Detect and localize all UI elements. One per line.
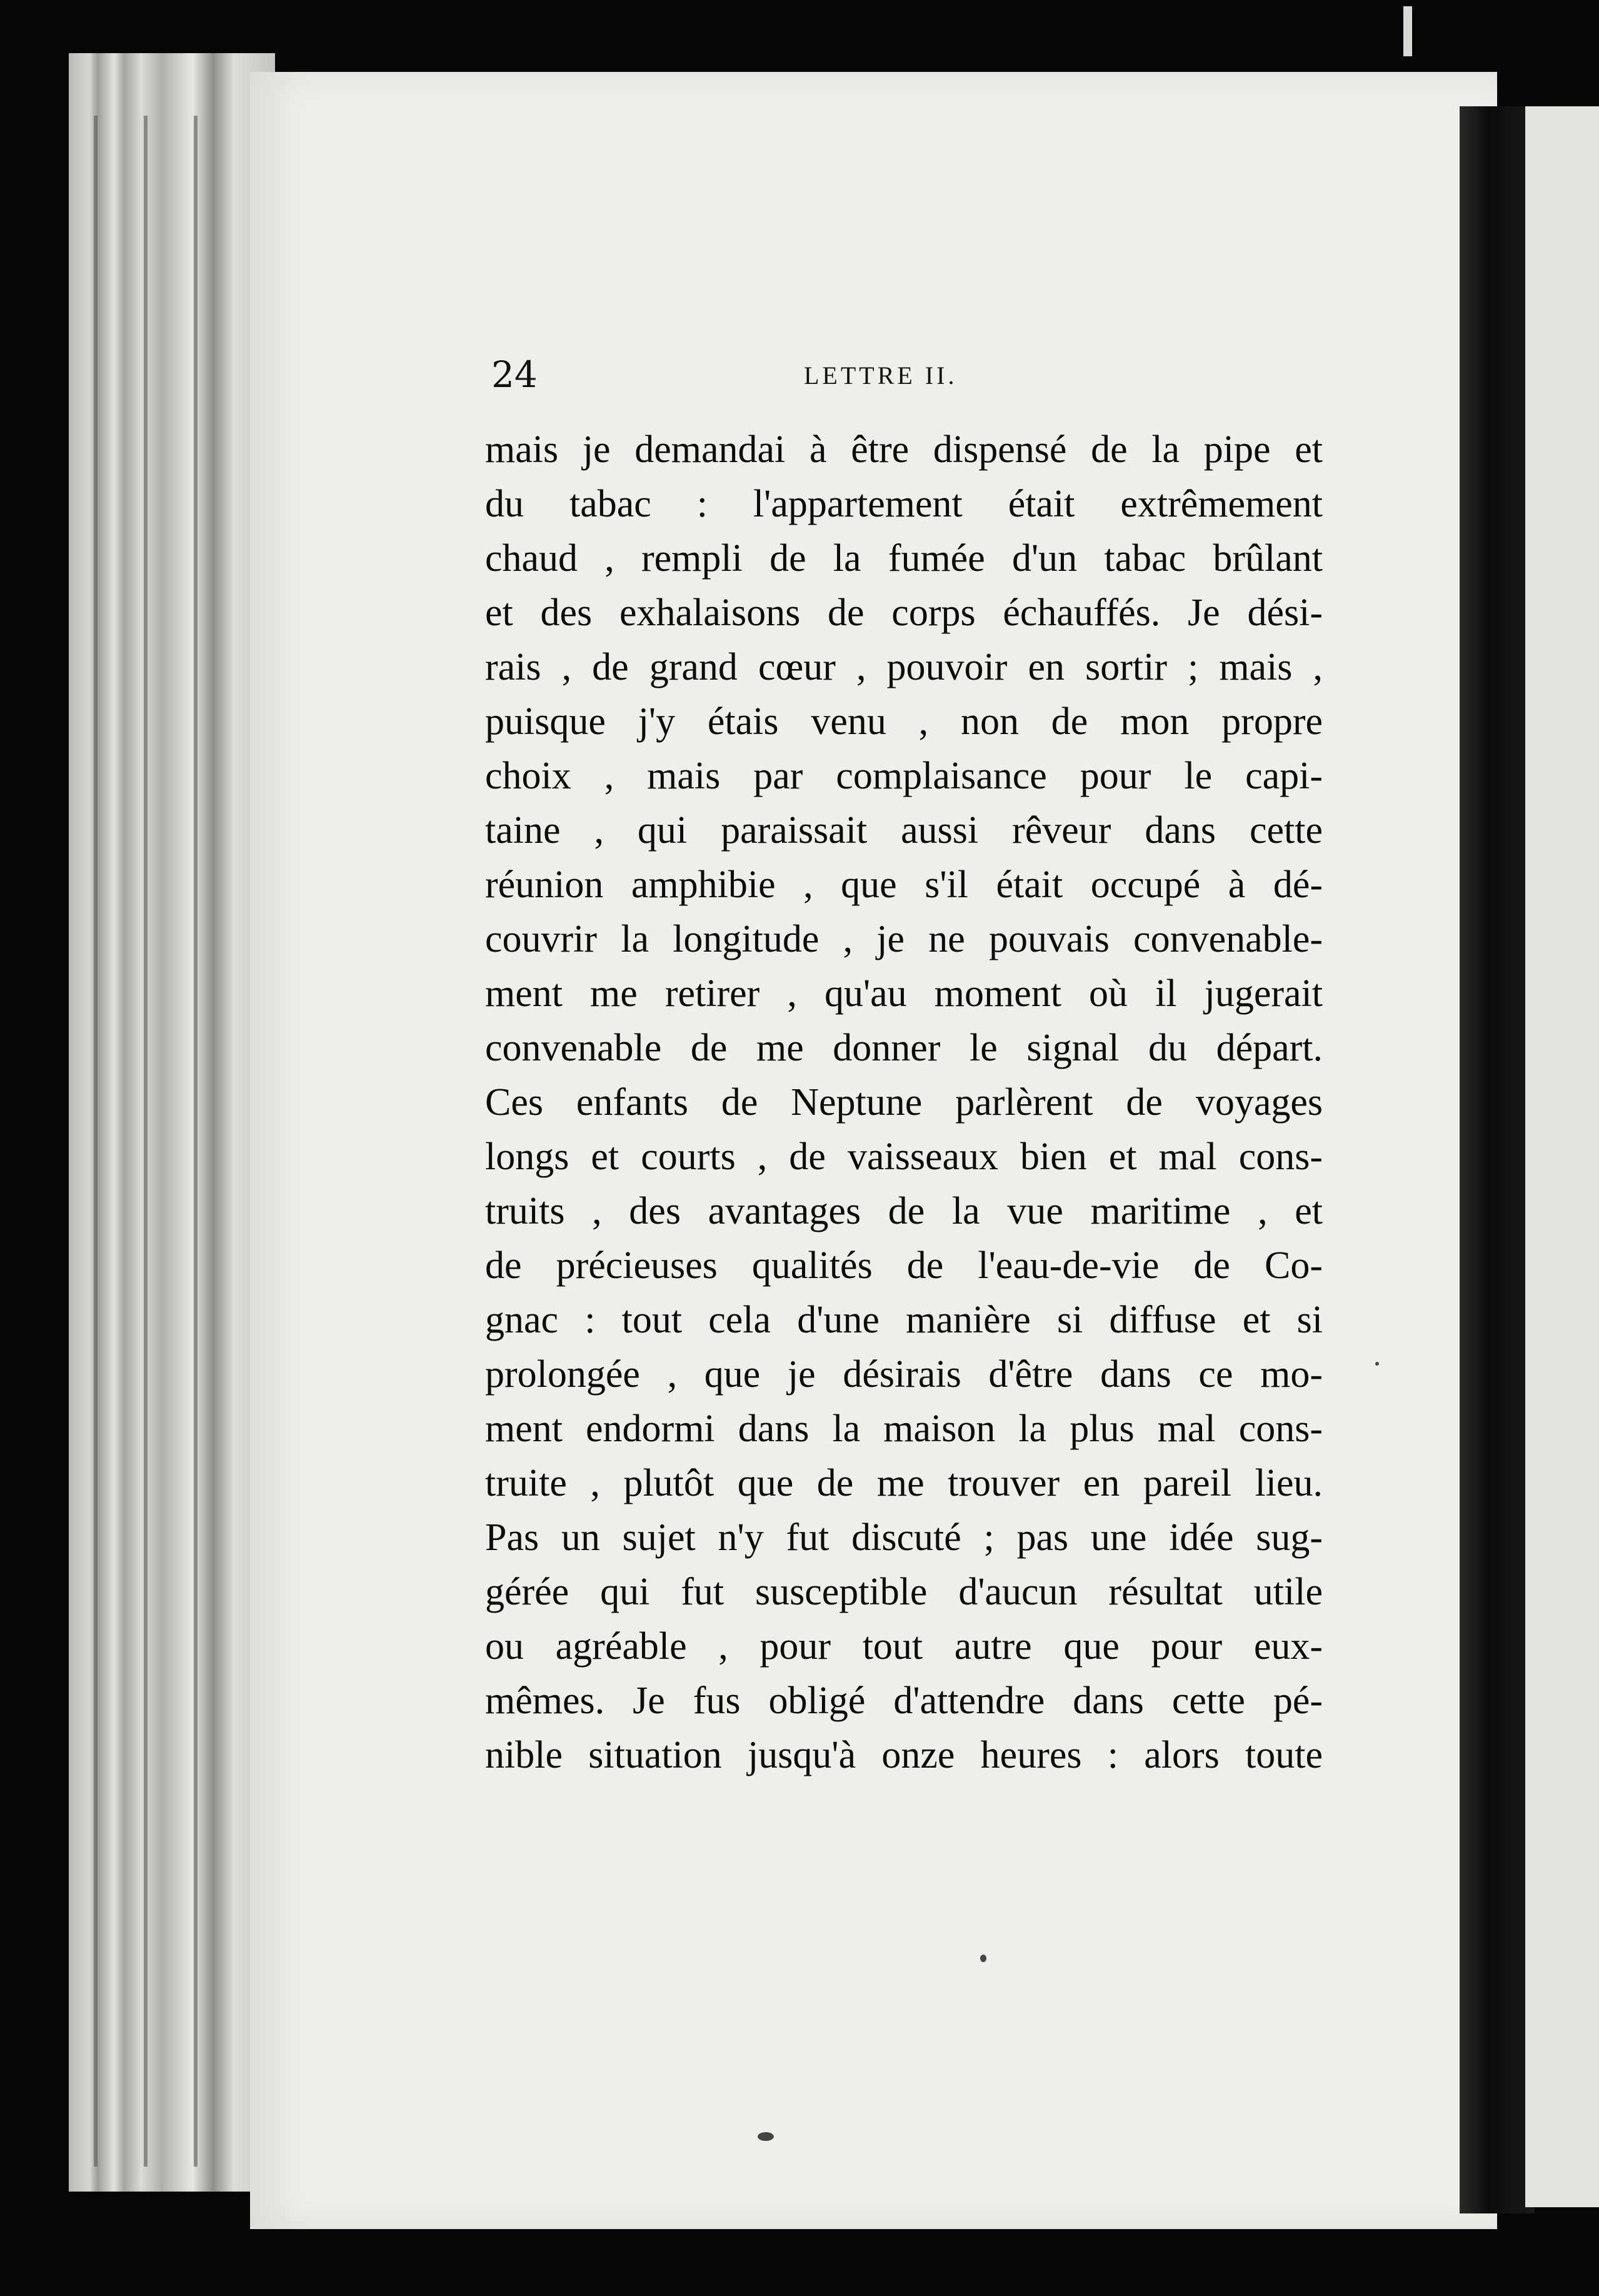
scan-mark [1403, 6, 1412, 56]
text-line: Ces enfants de Neptune parlèrent de voyages [485, 1081, 1323, 1124]
text-line: taine , qui paraissait aussi rêveur dans cette [485, 809, 1323, 852]
text-line: ment me retirer , qu'au moment où il jugerait [485, 972, 1323, 1015]
text-line: truite , plutôt que de me trouver en pareil lieu. [485, 1462, 1323, 1504]
paper-speck [758, 2132, 774, 2141]
page-edges [69, 53, 275, 2192]
page-header [491, 353, 1320, 403]
paper-speck [980, 1955, 986, 1962]
text-line: mais je demandai à être dispensé de la pipe et [485, 428, 1323, 471]
text-line: rais , de grand cœur , pouvoir en sortir ; mais , [485, 646, 1323, 688]
facing-page-edge [1525, 106, 1599, 2207]
text-line: et des exhalaisons de corps échauffés. Je dési- [485, 592, 1323, 634]
body-text [485, 423, 1323, 1783]
page-number: 24 [491, 353, 538, 396]
text-line: prolongée , que je désirais d'être dans ce mo- [485, 1353, 1323, 1396]
text-line: couvrir la longitude , je ne pouvais convenable- [485, 918, 1323, 960]
text-line: truits , des avantages de la vue maritime , et [485, 1190, 1323, 1232]
page-edge-line [144, 116, 148, 2167]
text-line: du tabac : l'appartement était extrêmement [485, 483, 1323, 525]
page-edge-line [94, 116, 98, 2167]
text-line: nible situation jusqu'à onze heures : alors toute [485, 1734, 1323, 1776]
text-line: longs et courts , de vaisseaux bien et mal cons- [485, 1135, 1323, 1178]
text-line: ment endormi dans la maison la plus mal cons- [485, 1407, 1323, 1450]
text-line: gérée qui fut susceptible d'aucun résultat utile [485, 1571, 1323, 1613]
text-line: ou agréable , pour tout autre que pour eux- [485, 1625, 1323, 1668]
text-line: chaud , rempli de la fumée d'un tabac brûlant [485, 537, 1323, 580]
text-line: convenable de me donner le signal du départ. [485, 1027, 1323, 1069]
text-line: gnac : tout cela d'une manière si diffuse et si [485, 1299, 1323, 1341]
text-line: choix , mais par complaisance pour le capi- [485, 755, 1323, 797]
text-line: Pas un sujet n'y fut discuté ; pas une idée sug- [485, 1516, 1323, 1559]
text-line: puisque j'y étais venu , non de mon propre [485, 700, 1323, 743]
text-line: mêmes. Je fus obligé d'attendre dans cette pé- [485, 1679, 1323, 1722]
text-line: de précieuses qualités de l'eau-de-vie de Co- [485, 1244, 1323, 1287]
paper-speck [1375, 1362, 1379, 1366]
page-edge-line [194, 116, 198, 2167]
text-line: réunion amphibie , que s'il était occupé à dé- [485, 864, 1323, 906]
running-head: LETTRE II. [804, 361, 958, 390]
gutter-shadow [1460, 106, 1535, 2213]
